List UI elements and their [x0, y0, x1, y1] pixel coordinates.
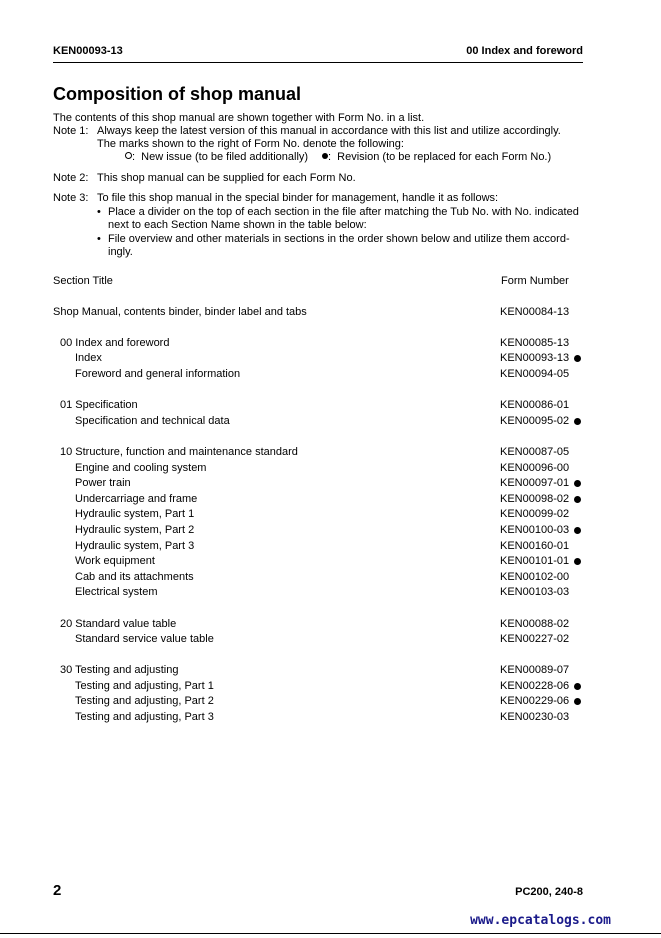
- table-row: [53, 461, 593, 476]
- table-row: [53, 539, 593, 554]
- bottom-rule: [0, 933, 661, 934]
- table-row: [53, 398, 593, 413]
- form-number: KEN00102-00: [500, 571, 570, 583]
- section-title: 01 Specification: [60, 399, 138, 411]
- note2-label: Note 2:: [53, 172, 89, 184]
- section-title: Undercarriage and frame: [75, 493, 198, 505]
- column-header-form-number: Form Number: [501, 275, 569, 287]
- form-number: KEN00089-07: [500, 664, 570, 676]
- bullet-icon: •: [97, 206, 101, 218]
- form-number: KEN00084-13: [500, 306, 570, 318]
- section-title: Foreword and general information: [75, 368, 241, 380]
- form-number: KEN00085-13: [500, 337, 570, 349]
- form-number: KEN00099-02: [500, 508, 570, 520]
- form-number: KEN00100-03: [500, 524, 570, 536]
- bullet-icon: •: [97, 233, 101, 245]
- revision-mark-icon: [574, 480, 581, 487]
- section-title: Cab and its attachments: [75, 571, 194, 583]
- watermark-url[interactable]: www.epcatalogs.com: [470, 913, 611, 928]
- note1-line2: The marks shown to the right of Form No. denote the following:: [97, 138, 404, 150]
- note3-bullet2-line1: File overview and other materials in sections in the order shown below and utilize them accord-: [108, 233, 570, 245]
- section-title: 20 Standard value table: [60, 618, 177, 630]
- section-title: Hydraulic system, Part 1: [75, 508, 195, 520]
- form-number: KEN00229-06: [500, 695, 570, 707]
- legend-new-label: New issue (to be filed additionally): [141, 151, 309, 163]
- revision-mark-icon: [574, 683, 581, 690]
- note3-bullet1-line2: next to each Section Name shown in the table below:: [108, 219, 367, 231]
- revision-mark-icon: [574, 558, 581, 565]
- section-title: Testing and adjusting, Part 1: [75, 680, 214, 692]
- section-title: Standard service value table: [75, 633, 214, 645]
- table-row: [53, 617, 593, 632]
- form-number: KEN00093-13: [500, 352, 570, 364]
- revision-mark-icon: [574, 698, 581, 705]
- intro-text: The contents of this shop manual are shown together with Form No. in a list.: [53, 112, 425, 124]
- table-row: [53, 554, 593, 569]
- revision-mark-icon: [574, 496, 581, 503]
- section-header: 00 Index and foreword: [466, 45, 583, 57]
- revision-mark-icon: [574, 418, 581, 425]
- form-number: KEN00230-03: [500, 711, 570, 723]
- column-header-section-title: Section Title: [53, 275, 113, 287]
- form-number: KEN00160-01: [500, 540, 570, 552]
- table-row: [53, 492, 593, 507]
- table-row: [53, 523, 593, 538]
- form-number: KEN00087-05: [500, 446, 570, 458]
- section-title: Hydraulic system, Part 2: [75, 524, 195, 536]
- header-rule: [53, 62, 583, 63]
- note3-bullet1-line1: Place a divider on the top of each section in the file after matching the Tub No. with No. indicated: [108, 206, 579, 218]
- legend-revision-label: Revision (to be replaced for each Form No.): [337, 151, 552, 163]
- table-row: [53, 351, 593, 366]
- table-row: [53, 585, 593, 600]
- section-title: Testing and adjusting, Part 3: [75, 711, 214, 723]
- section-title: Work equipment: [75, 555, 155, 567]
- table-row: [53, 663, 593, 678]
- section-title: Index: [75, 352, 102, 364]
- section-title: Electrical system: [75, 586, 158, 598]
- form-number: KEN00097-01: [500, 477, 570, 489]
- table-row: [53, 445, 593, 460]
- model-name: PC200, 240-8: [515, 886, 583, 898]
- section-title: Hydraulic system, Part 3: [75, 540, 195, 552]
- table-row: [53, 632, 593, 647]
- form-number: KEN00101-01: [500, 555, 570, 567]
- form-number: KEN00094-05: [500, 368, 570, 380]
- form-number: KEN00086-01: [500, 399, 570, 411]
- form-number: KEN00227-02: [500, 633, 570, 645]
- form-number: KEN00228-06: [500, 680, 570, 692]
- form-number: KEN00096-00: [500, 462, 570, 474]
- table-row: [53, 367, 593, 382]
- section-title: Engine and cooling system: [75, 462, 207, 474]
- table-row: [53, 570, 593, 585]
- revision-mark-icon: [574, 527, 581, 534]
- section-title: 00 Index and foreword: [60, 337, 170, 349]
- section-title: Power train: [75, 477, 131, 489]
- page-title: Composition of shop manual: [53, 84, 301, 104]
- table-row: [53, 507, 593, 522]
- table-row: [53, 679, 593, 694]
- table-row: [53, 305, 593, 320]
- table-row: [53, 414, 593, 429]
- form-number: KEN00103-03: [500, 586, 570, 598]
- note3-text: To file this shop manual in the special binder for management, handle it as follows:: [97, 192, 499, 204]
- legend-revision: : Revision (to be replaced for each Form No.): [322, 151, 551, 164]
- legend-new-issue: : New issue (to be filed additionally): [125, 151, 308, 164]
- section-title: Testing and adjusting, Part 2: [75, 695, 214, 707]
- note2-text: This shop manual can be supplied for each Form No.: [97, 172, 356, 184]
- note1-line1: Always keep the latest version of this manual in accordance with this list and utilize accordingly.: [97, 125, 561, 137]
- note1-label: Note 1:: [53, 125, 89, 137]
- section-title: Specification and technical data: [75, 415, 230, 427]
- table-row: [53, 336, 593, 351]
- form-number: KEN00095-02: [500, 415, 570, 427]
- form-number: KEN00098-02: [500, 493, 570, 505]
- section-title: 30 Testing and adjusting: [60, 664, 179, 676]
- section-title: 10 Structure, function and maintenance standard: [60, 446, 298, 458]
- filled-circle-icon: [322, 153, 328, 159]
- table-row: [53, 710, 593, 725]
- note3-label: Note 3:: [53, 192, 89, 204]
- open-circle-icon: [125, 152, 132, 159]
- revision-mark-icon: [574, 355, 581, 362]
- table-row: [53, 476, 593, 491]
- note3-bullet2-line2: ingly.: [108, 246, 133, 258]
- table-row: [53, 694, 593, 709]
- form-number: KEN00088-02: [500, 618, 570, 630]
- page-number: 2: [53, 882, 62, 899]
- section-title: Shop Manual, contents binder, binder label and tabs: [53, 306, 307, 318]
- document-number: KEN00093-13: [53, 45, 123, 57]
